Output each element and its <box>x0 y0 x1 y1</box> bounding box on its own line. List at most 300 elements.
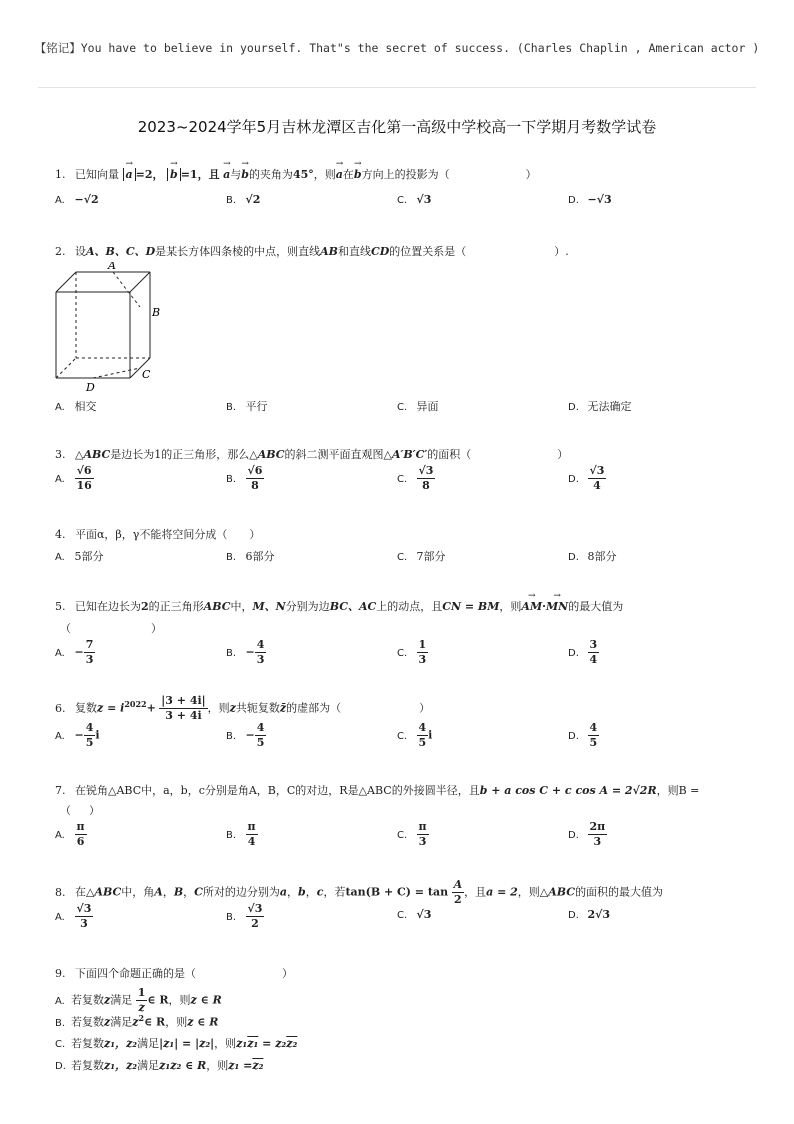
numerator: |3 + 4i| <box>161 694 206 707</box>
fraction <box>588 721 600 750</box>
stem-math: c <box>316 885 324 899</box>
fraction <box>255 721 267 750</box>
stem-text: 所对的边分别为 <box>202 885 280 899</box>
stem-text: 的虚部为（ <box>286 701 342 715</box>
question-8 <box>55 878 663 907</box>
sign: − <box>74 645 84 659</box>
denominator: 2 <box>251 917 259 930</box>
option-label: B. <box>226 647 237 659</box>
numerator: 1 <box>418 638 427 651</box>
option-5d[interactable] <box>568 638 599 667</box>
plus-sign: + <box>146 701 156 715</box>
option-value: 7部分 <box>416 550 446 563</box>
option-5c[interactable] <box>397 638 428 667</box>
question-5-line2 <box>60 620 162 636</box>
stem-text: 在△ <box>75 885 95 899</box>
fraction <box>75 820 87 849</box>
option-value: 平行 <box>245 400 268 413</box>
fraction <box>246 820 258 849</box>
option-label: C. <box>397 647 408 659</box>
conjugate: z₁ <box>247 1037 259 1050</box>
option-label: B. <box>226 911 237 923</box>
option-label: B. <box>226 473 237 485</box>
fraction <box>417 464 436 493</box>
stem-text: ，且 <box>464 885 487 899</box>
numerator: √6 <box>75 464 94 479</box>
option-2a[interactable] <box>55 398 97 414</box>
stem-text: 共轭复数 <box>235 701 280 715</box>
sign: − <box>74 728 84 742</box>
stem-text: ） <box>419 701 431 715</box>
stem-text: 分别为边 <box>285 600 330 613</box>
denominator: 3 <box>256 653 265 666</box>
option-label: A. <box>55 195 65 206</box>
denominator: 4 <box>589 653 598 666</box>
option-text: 若复数 <box>71 1059 104 1072</box>
option-label: A. <box>55 730 65 742</box>
cuboid-figure <box>50 262 170 392</box>
stem-text: 和直线 <box>337 245 371 258</box>
stem-math: b + a cos C + c cos A = 2√2R <box>479 784 657 797</box>
denominator: 5 <box>85 736 94 749</box>
fraction <box>588 820 608 849</box>
stem-math: A′B′C′ <box>392 448 428 461</box>
option-math: ∈ R <box>144 1015 166 1029</box>
numerator: 2π <box>589 820 606 833</box>
fraction <box>75 464 94 493</box>
option-label: C. <box>397 829 408 841</box>
question-number: 1. <box>55 168 66 181</box>
stem-text: 在锐角△ABC中，a，b，c分别是角A，B，C的对边，R是△ABC的外接圆半径，且 <box>75 784 480 797</box>
option-math: = z₂ <box>258 1037 287 1050</box>
option-7b[interactable] <box>226 820 258 849</box>
option-text: ，则 <box>214 1037 237 1050</box>
option-8c[interactable] <box>397 908 431 921</box>
numerator: √3 <box>76 902 92 915</box>
numerator: √3 <box>589 464 605 477</box>
stem-math: z̄ <box>279 701 287 715</box>
denominator: 3 + 4i <box>165 709 202 722</box>
option-2b[interactable] <box>226 398 268 414</box>
option-text: 若复数 <box>71 1015 104 1029</box>
denominator: 3 <box>85 653 94 666</box>
numerator: π <box>247 820 256 833</box>
stem-text: ） <box>151 622 162 635</box>
option-math: ∈ R <box>147 993 169 1007</box>
stem-text: △ <box>75 448 84 461</box>
denominator: 3 <box>80 917 88 930</box>
stem-text: ， <box>305 885 317 899</box>
option-label: D. <box>568 910 579 921</box>
stem-text: 是某长方体四条棱的中点，则直线 <box>155 245 321 258</box>
option-1d[interactable] <box>568 193 612 206</box>
option-value: 8部分 <box>587 550 617 563</box>
option-value: 5部分 <box>74 550 104 563</box>
denominator: z <box>138 1001 145 1014</box>
option-4b[interactable] <box>226 548 275 564</box>
stem-text: 的位置关系是（ <box>389 245 467 258</box>
stem-text: ， <box>287 885 299 899</box>
stem-text: 复数 <box>75 701 97 715</box>
imaginary-unit: i <box>95 728 100 742</box>
option-value: √3 <box>416 193 432 206</box>
stem-math: 2 <box>141 600 149 613</box>
option-5a[interactable] <box>55 638 95 667</box>
option-7d[interactable] <box>568 820 607 849</box>
option-math: z₁，z₂ <box>104 1059 138 1072</box>
fraction <box>588 464 607 493</box>
denominator: 3 <box>418 653 427 666</box>
option-6d[interactable] <box>568 721 599 750</box>
numerator: √6 <box>247 464 263 477</box>
option-label: C. <box>397 473 408 485</box>
option-label: C. <box>397 402 408 413</box>
option-math: z₁，z₂ <box>104 1037 138 1050</box>
motto-banner: 【铭记】You have to believe in yourself. That"s the secret of success. (Charles Chaplin , American actor ) <box>34 41 760 55</box>
denominator: 4 <box>247 835 256 848</box>
option-9c[interactable] <box>55 1035 297 1051</box>
option-text: 满足 <box>137 1059 160 1072</box>
stem-text: ，则 <box>207 701 230 715</box>
vector-b-norm: → b <box>167 168 181 181</box>
denominator: 5 <box>418 736 427 749</box>
option-6a[interactable] <box>55 721 100 750</box>
fraction <box>417 820 429 849</box>
question-number: 6. <box>55 701 66 715</box>
stem-math: A <box>154 885 163 899</box>
option-value: 6部分 <box>245 550 275 563</box>
fraction <box>417 638 429 667</box>
conjugate: z₂ <box>252 1059 264 1072</box>
stem-text: （ <box>60 622 71 635</box>
option-value: 相交 <box>74 400 97 413</box>
option-label: A. <box>55 829 65 841</box>
fraction <box>75 902 94 931</box>
option-3a[interactable] <box>55 464 94 493</box>
stem-text: 中，角 <box>121 885 155 899</box>
imaginary-unit: i <box>428 728 433 742</box>
option-8d[interactable] <box>568 908 610 921</box>
option-math: z ∈ R <box>187 1015 219 1029</box>
option-7c[interactable] <box>397 820 429 849</box>
sign: − <box>245 645 255 659</box>
stem-text: 的面积的最大值为 <box>575 885 664 899</box>
label-c: C <box>142 368 151 381</box>
fraction <box>84 721 96 750</box>
option-label: B. <box>226 829 237 841</box>
option-math: z <box>104 993 111 1007</box>
option-label: B. <box>226 195 237 206</box>
stem-math: a = 2 <box>486 885 518 899</box>
option-1c[interactable] <box>397 193 431 206</box>
option-label: C. <box>55 1039 66 1050</box>
numerator: 4 <box>589 721 598 734</box>
option-label: C. <box>397 195 408 206</box>
option-value: −√2 <box>74 193 99 206</box>
option-8a[interactable] <box>55 902 93 931</box>
question-number: 4. <box>55 528 66 541</box>
stem-text: ） <box>249 528 261 541</box>
option-value: 2√3 <box>587 908 611 921</box>
stem-text: 方向上的投影为（ <box>361 168 450 181</box>
option-label: A. <box>55 647 65 659</box>
option-label: D. <box>568 552 579 563</box>
stem-text: 下面四个命题正确的是（ <box>75 967 196 980</box>
stem-math: tan(B + C) = tan <box>345 885 449 899</box>
question-number: 3. <box>55 448 66 461</box>
numerator: 4 <box>418 721 427 734</box>
label-b: B <box>152 306 161 319</box>
option-label: D. <box>568 195 579 206</box>
stem-math: BC、AC <box>329 600 377 613</box>
question-number: 9. <box>55 967 66 980</box>
option-label: B. <box>226 552 237 563</box>
question-1 <box>55 166 537 182</box>
stem-text: 的夹角为 <box>248 168 293 181</box>
question-6 <box>55 694 430 723</box>
stem-text: ，则 <box>313 168 336 181</box>
denominator: 16 <box>76 479 92 492</box>
stem-text: ） <box>525 168 537 181</box>
stem-math: B <box>173 885 184 899</box>
option-value: 无法确定 <box>587 400 632 413</box>
stem-text: 的面积（ <box>427 448 472 461</box>
option-value: −√3 <box>587 193 612 206</box>
numerator: 3 <box>589 638 598 651</box>
stem-text: 已知在边长为 <box>75 600 141 613</box>
option-label: D. <box>568 647 579 659</box>
denominator: 5 <box>256 736 265 749</box>
numerator: 1 <box>137 986 146 999</box>
stem-text: ，则 <box>499 600 522 613</box>
stem-text: （ <box>60 804 71 817</box>
option-value: √2 <box>245 193 261 206</box>
denominator: 3 <box>418 835 427 848</box>
option-text: ，则 <box>206 1059 229 1072</box>
stem-math: z <box>229 701 236 715</box>
stem-math: C <box>194 885 203 899</box>
numerator: √3 <box>247 902 263 915</box>
stem-math: ABC <box>548 885 576 899</box>
fraction <box>159 694 207 723</box>
stem-text: 中， <box>230 600 253 613</box>
option-1a[interactable] <box>55 193 99 206</box>
exponent: 2022 <box>124 698 147 709</box>
fraction <box>255 638 267 667</box>
stem-text: 的正三角形 <box>148 600 204 613</box>
option-3c[interactable] <box>397 464 435 493</box>
option-2c[interactable] <box>397 398 439 414</box>
option-text: 满足 <box>137 1037 160 1050</box>
stem-math: M、N <box>252 600 286 613</box>
option-label: D. <box>568 402 579 413</box>
option-math: z <box>104 1015 111 1029</box>
option-math: z₁ = <box>228 1059 253 1072</box>
stem-math: ABC <box>203 600 231 613</box>
option-text: 若复数 <box>71 1037 104 1050</box>
stem-math: ABC <box>94 885 122 899</box>
stem-text: 已知向量 <box>75 168 119 181</box>
question-2 <box>55 243 569 259</box>
option-9b[interactable] <box>55 1013 218 1030</box>
option-9d[interactable] <box>55 1057 263 1073</box>
fraction <box>588 638 600 667</box>
option-3d[interactable] <box>568 464 606 493</box>
option-label: C. <box>397 552 408 563</box>
option-math: z₁z₂ ∈ R <box>159 1059 207 1072</box>
option-1b[interactable] <box>226 193 260 206</box>
stem-text: ，则B = <box>656 784 700 797</box>
numerator: π <box>418 820 427 833</box>
numerator: √3 <box>418 464 434 477</box>
stem-text: 在 <box>342 168 354 181</box>
numerator: 4 <box>256 638 265 651</box>
stem-text: ， <box>183 885 195 899</box>
denominator: 4 <box>593 479 601 492</box>
option-4c[interactable] <box>397 548 446 564</box>
denominator: 8 <box>422 479 430 492</box>
question-5 <box>55 598 623 614</box>
vector-mn: → MN <box>546 600 568 613</box>
stem-math: CN = BM <box>442 600 500 613</box>
stem-math: A、B、C、D <box>86 245 156 258</box>
vector-a: → a <box>336 168 343 181</box>
stem-text: 与 <box>230 168 242 181</box>
question-9 <box>55 965 293 981</box>
option-4d[interactable] <box>568 548 617 564</box>
option-text: 满足 <box>110 1015 133 1029</box>
label-a: A <box>108 262 116 272</box>
option-label: D. <box>568 730 579 742</box>
header-divider <box>38 87 756 88</box>
fraction <box>246 464 265 493</box>
option-2d[interactable] <box>568 398 632 414</box>
vector-a-norm: → a <box>123 168 136 181</box>
stem-text: ） <box>89 804 100 817</box>
sign: − <box>245 728 255 742</box>
option-6c[interactable] <box>397 721 432 750</box>
stem-math: ABC <box>257 448 285 461</box>
stem-text: ） <box>282 967 293 980</box>
exponent: 2 <box>138 1013 145 1023</box>
option-label: A. <box>55 402 65 413</box>
label-d: D <box>86 381 95 392</box>
stem-text: 平面α，β，γ不能将空间分成（ <box>75 528 228 541</box>
stem-math: b <box>298 885 306 899</box>
denominator: 6 <box>76 835 85 848</box>
numerator: 7 <box>85 638 94 651</box>
option-value: 异面 <box>416 400 439 413</box>
question-number: 8. <box>55 885 66 899</box>
page-title: 2023~2024学年5月吉林龙潭区吉化第一高级中学校高一下学期月考数学试卷 <box>137 118 657 136</box>
vector-am: → AM <box>521 600 542 613</box>
question-number: 5. <box>55 600 66 613</box>
conjugate: z₂ <box>286 1037 298 1050</box>
option-math: |z₁| = |z₂| <box>159 1037 215 1050</box>
stem-math: AB <box>320 245 338 258</box>
vector-b: → b <box>241 168 249 181</box>
option-math: z ∈ R <box>190 993 222 1007</box>
option-text: 满足 <box>110 993 133 1007</box>
option-value: √3 <box>416 908 432 921</box>
denominator: 2 <box>454 893 462 906</box>
stem-text: ，则△ <box>517 885 549 899</box>
denominator: 8 <box>251 479 259 492</box>
stem-text: ，若 <box>323 885 346 899</box>
stem-math: a <box>279 885 288 899</box>
denominator: 5 <box>589 736 598 749</box>
numerator: 4 <box>256 721 265 734</box>
fraction <box>84 638 96 667</box>
stem-math: =1，且 <box>180 168 220 181</box>
question-number: 7. <box>55 784 66 797</box>
question-4 <box>55 526 260 542</box>
stem-text: ） <box>557 448 569 461</box>
option-label: A. <box>55 911 65 923</box>
option-7a[interactable] <box>55 820 87 849</box>
option-math: z₁ <box>236 1037 248 1050</box>
stem-text: ， <box>162 885 174 899</box>
dot-operator: · <box>542 600 546 613</box>
option-9a[interactable] <box>55 986 222 1015</box>
stem-text: 的斜二测平面直观图△ <box>284 448 392 461</box>
stem-math: =2， <box>135 168 164 181</box>
option-label: D. <box>568 473 579 485</box>
option-label: C. <box>397 910 408 921</box>
stem-text: 的最大值为 <box>568 600 624 613</box>
stem-text: 设 <box>75 245 86 258</box>
stem-text: ）. <box>554 245 569 258</box>
option-label: B. <box>226 730 237 742</box>
vector-b: → b <box>354 168 362 181</box>
fraction <box>136 986 148 1015</box>
fraction <box>452 878 465 907</box>
option-label: A. <box>55 473 65 485</box>
option-label: A. <box>55 552 65 563</box>
question-7-line2 <box>60 802 100 818</box>
question-3 <box>55 446 568 462</box>
option-math: z <box>132 1015 139 1029</box>
fraction <box>417 721 429 750</box>
vector-a: → a <box>223 168 230 181</box>
stem-math: CD <box>370 245 390 258</box>
option-label: B. <box>226 402 237 413</box>
numerator: A <box>453 878 463 891</box>
stem-math: 45° <box>292 168 314 181</box>
stem-math: z = i <box>97 701 125 715</box>
question-7 <box>55 782 699 798</box>
numerator: π <box>76 820 85 833</box>
option-4a[interactable] <box>55 548 104 564</box>
stem-text: 上的动点，且 <box>376 600 443 613</box>
option-text: ，则 <box>168 993 191 1007</box>
option-8b[interactable] <box>226 902 264 931</box>
option-text: 若复数 <box>71 993 104 1007</box>
option-3b[interactable] <box>226 464 264 493</box>
numerator: 4 <box>85 721 94 734</box>
question-number: 2. <box>55 245 66 258</box>
option-label: D. <box>568 829 579 841</box>
option-label: A. <box>55 995 65 1007</box>
denominator: 3 <box>593 835 602 848</box>
option-text: ，则 <box>165 1015 188 1029</box>
option-6b[interactable] <box>226 721 266 750</box>
stem-math: ABC <box>83 448 111 461</box>
fraction <box>246 902 265 931</box>
option-label: B. <box>55 1017 66 1029</box>
option-label: D. <box>55 1061 66 1072</box>
option-5b[interactable] <box>226 638 266 667</box>
